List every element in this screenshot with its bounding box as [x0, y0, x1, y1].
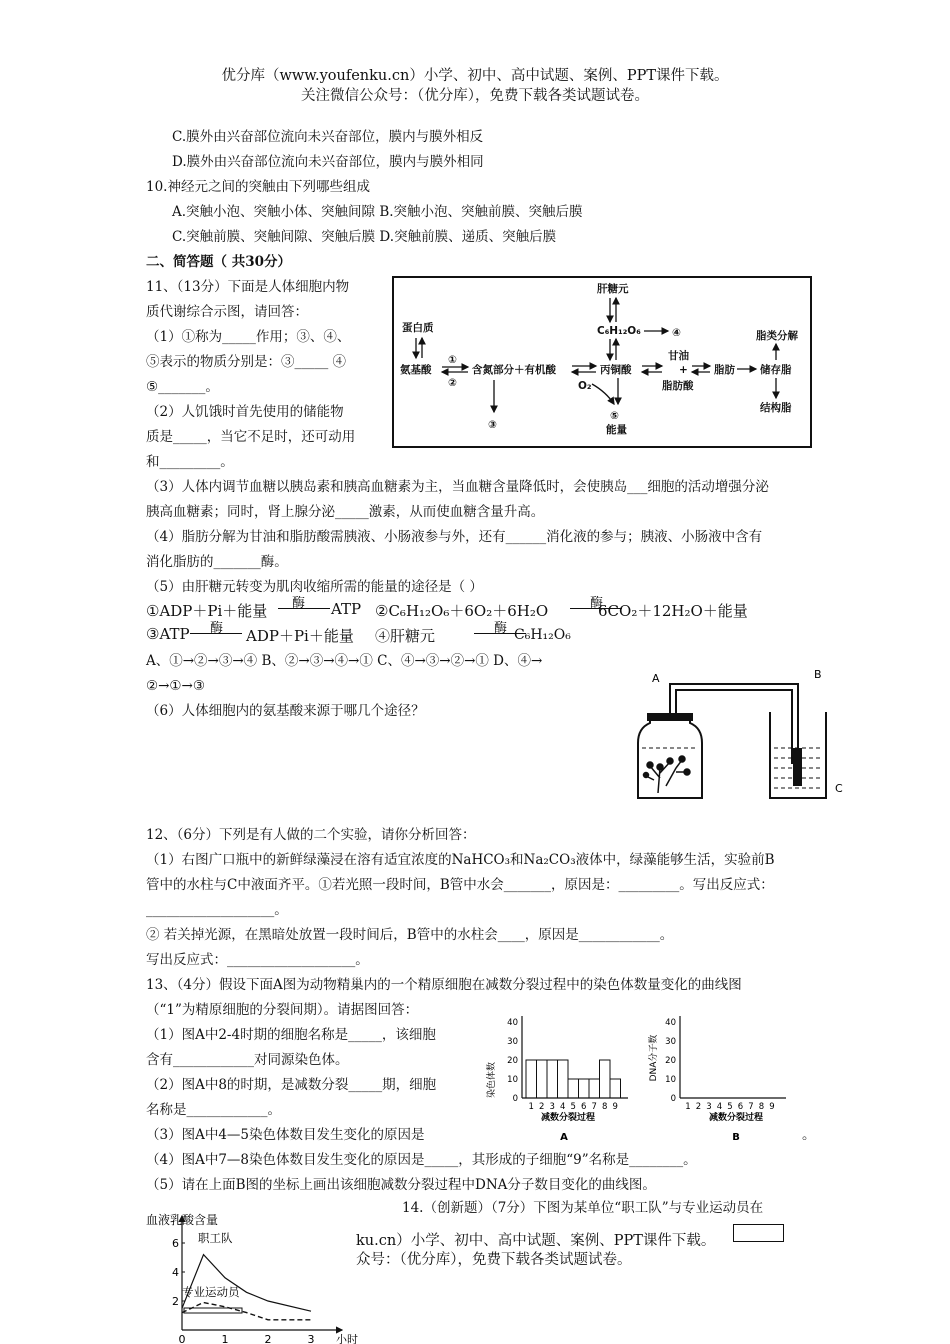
q11-part6: （6）人体细胞内的氨基酸来源于哪几个途径？ — [146, 703, 425, 719]
chart-b-ytick: 20 — [665, 1056, 676, 1066]
equation-3-right: ADP＋Pi＋能量 — [246, 627, 354, 645]
node-lipid-breakdown: 脂类分解 — [756, 330, 798, 342]
chart-a-xtick: 9 — [612, 1102, 618, 1112]
equation-2-left: ②C₆H₁₂O₆＋6O₂＋6H₂O — [375, 602, 549, 620]
water-column-b — [793, 748, 802, 786]
q12-part2-a: ② 若关掉光源，在黑暗处放置一段时间后，B管中的水柱会____，原因是____________。 — [146, 927, 674, 943]
chart-b-ylabel: DNA分子数 — [649, 1034, 659, 1082]
enzyme-label-4: 酶 — [494, 621, 508, 636]
enzyme-label-1: 酶 — [292, 596, 306, 611]
q13-part2-b: 名称是____________。 — [146, 1102, 281, 1118]
q11-choices: A、①→②→③→④ B、②→③→④→① C、④→③→②→① D、④→ — [146, 653, 543, 669]
chart-a-xtick: 8 — [602, 1102, 608, 1112]
q9-option-d: D.膜外由兴奋部位流向未兴奋部位，膜内与膜外相同 — [172, 154, 484, 170]
chart-b-xtick: 3 — [706, 1102, 712, 1112]
q12-part1-a: （1）右图广口瓶中的新鲜绿藻浸在溶有适宜浓度的NaHCO₃和Na₂CO₃液体中，绿藻能够生活，实验前B — [146, 852, 775, 868]
node-fattyacid: 脂肪酸 — [662, 380, 694, 392]
q11-stem-1: 11、（13分）下面是人体细胞内物 — [146, 279, 350, 295]
node-aminoacid: 氨基酸 — [400, 364, 432, 376]
chart-b-xtick: 1 — [685, 1102, 691, 1112]
header-line-1: 优分库（www.youfenku.cn）小学、初中、高中试题、案例、PPT课件下载。 — [221, 68, 729, 84]
chart-a-xtick: 3 — [549, 1102, 555, 1112]
chart-a-xtick: 4 — [560, 1102, 566, 1112]
label-2: ② — [448, 377, 457, 389]
q13-part2-a: （2）图A中8的时期，是减数分裂_____期，细胞 — [146, 1077, 437, 1093]
chart-b-xtick: 8 — [758, 1102, 765, 1112]
q13-part3-end: 。 — [802, 1127, 816, 1143]
chart-a — [484, 1010, 644, 1146]
chart-a-ytick: 0 — [512, 1094, 518, 1104]
q11-part2-a: （2）人饥饿时首先使用的储能物 — [146, 404, 344, 420]
metabolism-diagram — [392, 276, 812, 448]
q13-part1-b: 含有____________对同源染色体。 — [146, 1052, 349, 1068]
node-o2: O₂ — [578, 380, 592, 392]
chart-a-ytick: 10 — [507, 1075, 518, 1085]
q13-part1-a: （1）图A中2-4时期的细胞名称是_____，该细胞 — [146, 1027, 436, 1043]
equation-3-left: ③ATP — [146, 625, 190, 643]
lactate-xtick: 2 — [264, 1333, 272, 1344]
chart-a-ytick: 40 — [507, 1018, 518, 1028]
chart-a-ylabel: 染色体数 — [487, 1061, 497, 1099]
q10-options-row-1: A.突触小泡、突触小体、突触间隙 B.突触小泡、突触前膜、突触后膜 — [172, 204, 583, 220]
chart-a-bar — [547, 1060, 558, 1098]
label-3: ③ — [488, 419, 497, 431]
node-plus: + — [679, 364, 688, 376]
label-a: A — [652, 672, 660, 685]
equation-1-right: ATP — [331, 600, 362, 618]
node-glucose: C₆H₁₂O₆ — [597, 325, 641, 337]
label-5: ⑤ — [610, 410, 619, 422]
q12-part1-b: 管中的水柱与C中液面齐平。①若光照一段时间，B管中水会_______，原因是：_________。写出反应式： — [146, 877, 774, 893]
chart-b — [646, 1010, 806, 1146]
node-fat: 脂肪 — [714, 364, 735, 376]
node-protein: 蛋白质 — [402, 322, 434, 334]
lactate-ytick: 2 — [172, 1295, 179, 1308]
chart-b-xtick: 9 — [769, 1102, 775, 1112]
q10-stem: 10.神经元之间的突触由下列哪些组成 — [146, 179, 370, 195]
header-line-2: 关注微信公众号：（优分库），免费下载各类试题试卷。 — [301, 88, 649, 104]
chart-b-xtick: 4 — [716, 1102, 723, 1112]
chart-a-xtick: 7 — [591, 1102, 597, 1112]
q12-part1-c: ___________________。 — [146, 902, 288, 918]
footer-line-1: ku.cn）小学、初中、高中试题、案例、PPT课件下载。 — [356, 1233, 716, 1249]
chart-b-xlabel: 减数分裂过程 — [708, 1113, 764, 1123]
lactate-xtick: 3 — [307, 1333, 315, 1344]
q11-part2-b: 质是_____，当它不足时，还可动用 — [146, 429, 356, 445]
equation-1-left: ①ADP＋Pi＋能量 — [146, 602, 268, 620]
q11-part1-a: （1）①称为_____作用；③、④、 — [146, 329, 351, 345]
label-c: C — [835, 782, 843, 795]
q11-part4-a: （4）脂肪分解为甘油和脂肪酸需胰液、小肠液参与外，还有______消化液的参与；胰液、小肠液中含有 — [146, 529, 763, 545]
arrow-1 — [278, 608, 330, 609]
chart-a-xtick: 6 — [581, 1102, 587, 1112]
enzyme-label-3: 酶 — [210, 621, 224, 636]
chart-b-ytick: 30 — [665, 1037, 676, 1047]
q13-part5: （5）请在上面B图的坐标上画出该细胞减数分裂过程中DNA分子数目变化的曲线图。 — [146, 1177, 656, 1193]
apparatus-figure — [630, 668, 855, 808]
q12-part2-b: 写出反应式：___________________。 — [146, 952, 369, 968]
node-pyruvate: 丙铜酸 — [600, 364, 632, 376]
chart-a-bar — [558, 1060, 569, 1098]
label-b: B — [814, 668, 822, 681]
chart-a-bar — [568, 1079, 579, 1098]
q11-stem-2: 质代谢综合示图，请回答： — [146, 304, 308, 320]
arrow-3 — [190, 633, 242, 634]
q11-part1-c: ⑤_______。 — [146, 379, 219, 395]
legend-pro-athletes: 专业运动员 — [182, 1285, 240, 1299]
q11-part3-b: 胰高血糖素；同时，肾上腺分泌_____激素，从而使血糖含量升高。 — [146, 504, 545, 520]
chart-b-caption: B — [732, 1132, 740, 1143]
lactate-xlabel: 小时 — [336, 1333, 358, 1344]
q11-part3-a: （3）人体内调节血糖以胰岛素和胰高血糖素为主，当血糖含量降低时，会使胰岛___细胞的活动增强分泌 — [146, 479, 769, 495]
chart-b-ytick: 40 — [665, 1018, 676, 1028]
q13-part3: （3）图A中4—5染色体数目发生变化的原因是 — [146, 1127, 425, 1143]
q13-stem-2: （“1”为精原细胞的分裂间期）。请据图回答： — [146, 1002, 419, 1018]
chart-a-bar — [610, 1079, 621, 1098]
chart-a-xtick: 1 — [528, 1102, 534, 1112]
q11-part1-b: ⑤表示的物质分别是：③_____ ④ — [146, 354, 347, 370]
q13-part4: （4）图A中7—8染色体数目发生变化的原因是_____，其形成的子细胞“9”名称是________。 — [146, 1152, 697, 1168]
chart-a-bar — [537, 1060, 548, 1098]
q11-part2-c: 和_________。 — [146, 454, 234, 470]
equation-2-right: 6CO₂＋12H₂O＋能量 — [598, 602, 748, 620]
chart-b-xtick: 7 — [748, 1102, 754, 1112]
chart-a-bar — [589, 1079, 600, 1098]
legend-staff-team: 职工队 — [198, 1231, 233, 1245]
node-glycogen: 肝糖元 — [597, 283, 629, 295]
q14-stem: 14.（创新题）（7分）下图为某单位“职工队”与专业运动员在 — [402, 1200, 764, 1216]
chart-a-bar — [526, 1060, 537, 1098]
lactate-chart — [142, 1210, 372, 1344]
chart-a-ytick: 30 — [507, 1037, 518, 1047]
chart-a-bar — [600, 1060, 611, 1098]
q11-part4-b: 消化脂肪的_______酶。 — [146, 554, 288, 570]
lactate-xtick: 1 — [221, 1333, 229, 1344]
label-1: ① — [448, 354, 457, 366]
node-nitrogen: 含氮部分＋有机酸 — [472, 364, 556, 376]
chart-b-ytick: 0 — [670, 1094, 676, 1104]
equation-4-left: ④肝糖元 — [375, 627, 436, 645]
lactate-xtick: 0 — [178, 1333, 186, 1344]
lactate-ytick: 4 — [172, 1266, 179, 1279]
section-2-heading: 二、简答题（ 共30分） — [146, 254, 291, 270]
node-energy: 能量 — [606, 424, 627, 436]
answer-box[interactable] — [733, 1224, 784, 1242]
chart-b-xtick: 2 — [695, 1102, 702, 1112]
chart-a-caption: A — [560, 1132, 568, 1143]
chart-a-bar — [579, 1079, 590, 1098]
exercise-period-bar — [184, 1308, 242, 1313]
q11-part5: （5）由肝糖元转变为肌肉收缩所需的能量的途径是（ ） — [146, 579, 483, 595]
q10-options-row-2: C.突触前膜、突触间隙、突触后膜 D.突触前膜、递质、突触后膜 — [172, 229, 557, 245]
q13-stem-1: 13、（4分）假设下面A图为动物精巢内的一个精原细胞在减数分裂过程中的染色体数量变化的曲线图 — [146, 977, 742, 993]
footer-line-2: 众号：（优分库），免费下载各类试题试卷。 — [356, 1252, 632, 1268]
q9-option-c: C.膜外由兴奋部位流向未兴奋部位，膜内与膜外相反 — [172, 129, 484, 145]
q11-choices-2: ②→①→③ — [146, 678, 205, 694]
jar-stopper — [648, 714, 692, 720]
node-glycerol: 甘油 — [668, 350, 689, 362]
line-pro-athletes — [182, 1303, 311, 1320]
lactate-ylabel: 血液乳酸含量 — [146, 1213, 219, 1227]
chart-a-xtick: 2 — [539, 1102, 545, 1112]
q12-stem: 12、（6分）下列是有人做的二个实验，请你分析回答： — [146, 827, 476, 843]
chart-b-xtick: 6 — [737, 1102, 744, 1112]
chart-a-ytick: 20 — [507, 1056, 518, 1066]
algae-icon — [644, 756, 691, 793]
chart-b-xtick: 5 — [727, 1102, 733, 1112]
node-structfat: 结构脂 — [760, 402, 792, 414]
node-storagefat: 储存脂 — [760, 364, 792, 376]
chart-a-xtick: 5 — [570, 1102, 576, 1112]
chart-a-xlabel: 减数分裂过程 — [540, 1113, 596, 1123]
lactate-ytick: 6 — [172, 1237, 179, 1250]
label-4: ④ — [672, 327, 681, 339]
line-staff-team — [182, 1255, 311, 1312]
chart-b-ytick: 10 — [665, 1075, 676, 1085]
enzyme-label-2: 酶 — [590, 596, 604, 611]
equation-4-right: C₆H₁₂O₆ — [514, 627, 571, 643]
